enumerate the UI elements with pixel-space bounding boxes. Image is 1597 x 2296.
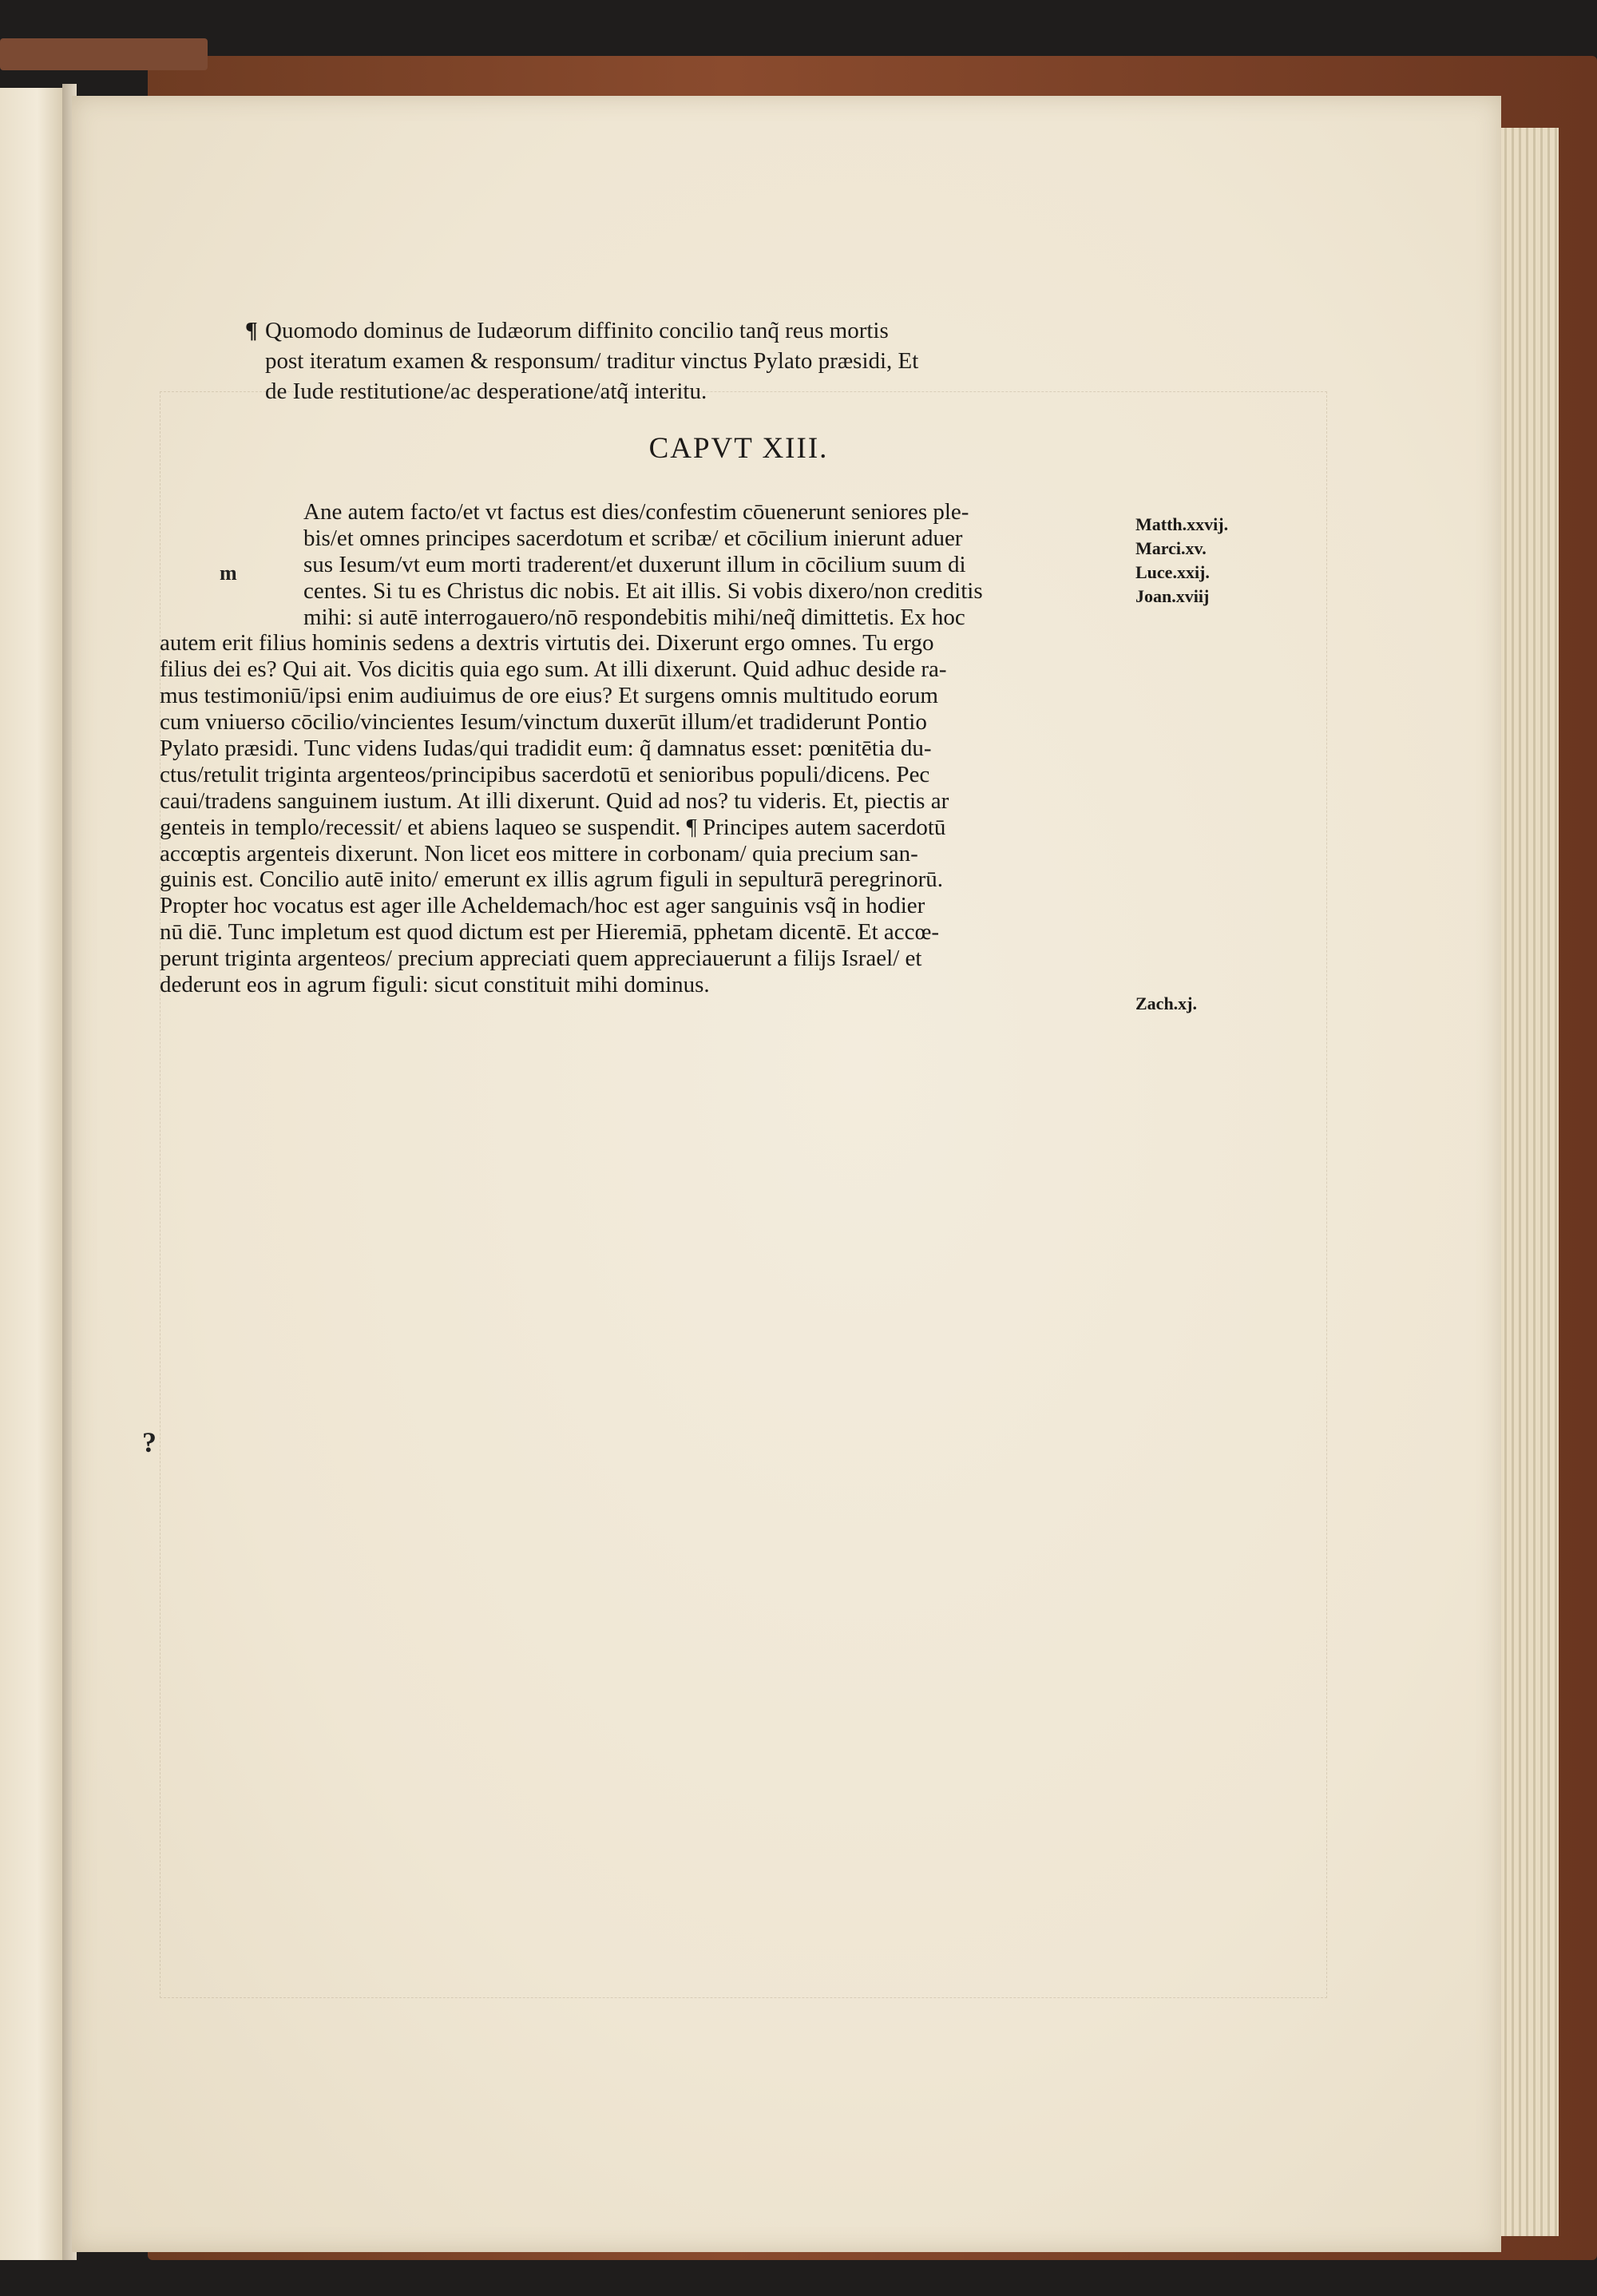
text-line: perunt triginta argenteos/ precium appreciati quem appreciauerunt a filijs Israel/ et xyxy=(160,946,922,972)
text-line: Pylato præsidi. Tunc videns Iudas/qui tradidit eum: q̃ damnatus esset: pœnitētia du- xyxy=(160,736,932,762)
text-line: mus testimoniū/ipsi enim audiuimus de ore eius? Et surgens omnis multitudo eorum xyxy=(160,683,938,709)
margin-note-zach: Zach.xj. xyxy=(1135,993,1197,1013)
text-line: Propter hoc vocatus est ager ille Acheldemach/hoc est ager sanguinis vsq̃ in hodier xyxy=(160,893,925,919)
margin-note: Matth.xxvij. xyxy=(1135,514,1229,534)
book-page xyxy=(72,96,1501,2252)
heading-line: de Iude restitutione/ac desperatione/atq̃ interitu. xyxy=(265,379,707,404)
margin-note: Joan.xviij xyxy=(1135,586,1210,606)
text-line: caui/tradens sanguinem iustum. At illi dixerunt. Quid ad nos? tu videris. Et, piectis ar xyxy=(160,787,949,814)
stray-mark: ? xyxy=(142,1426,157,1458)
chapter-title: CAPVT XIII. xyxy=(648,432,829,465)
margin-note: Marci.xv. xyxy=(1135,538,1207,558)
text-line: ctus/retulit triginta argenteos/principibus sacerdotū et senioribus populi/dicens. Pec xyxy=(160,761,930,787)
cover-top-edge xyxy=(0,38,208,70)
text-line: dederunt eos in agrum figuli: sicut constituit mihi dominus. xyxy=(160,972,710,998)
body-text xyxy=(160,499,1207,998)
text-line: filius dei es? Qui ait. Vos dicitis quia ego sum. At illi dixerunt. Quid adhuc deside ra- xyxy=(160,656,947,683)
chapter-heading xyxy=(245,315,1223,406)
margin-references xyxy=(1135,513,1295,609)
text-line: autem erit filius hominis sedens a dextris virtutis dei. Dixerunt ergo omnes. Tu ergo xyxy=(160,630,934,656)
text-line: cum vniuerso cōcilio/vincientes Iesum/vinctum duxerūt illum/et tradiderunt Pontio xyxy=(160,709,927,736)
heading-line: post iteratum examen & responsum/ traditur vinctus Pylato præsidi, Et xyxy=(265,348,919,374)
text-line: Ane autem facto/et vt factus est dies/confestim cōuenerunt seniores ple- xyxy=(303,499,969,525)
text-line: sus Iesum/vt eum morti traderent/et duxerunt illum in cōcilium suum di xyxy=(303,551,966,577)
heading-line: Quomodo dominus de Iudæorum diffinito concilio tanq̃ reus mortis xyxy=(265,318,889,343)
guide-letter: m xyxy=(220,561,237,585)
text-line: bis/et omnes principes sacerdotum et scribæ/ et cōcilium inierunt aduer xyxy=(303,525,963,551)
text-line: accœptis argenteis dixerunt. Non licet eos mittere in corbonam/ quia precium san- xyxy=(160,840,918,866)
text-line: nū diē. Tunc impletum est quod dictum est per Hieremiā, pphetam dicentē. Et accœ- xyxy=(160,919,940,946)
pilcrow-mark: ¶ xyxy=(245,318,258,343)
margin-note: Luce.xxij. xyxy=(1135,562,1210,582)
left-page-edge xyxy=(0,88,62,2260)
text-line: centes. Si tu es Christus dic nobis. Et ait illis. Si vobis dixero/non creditis xyxy=(303,577,983,604)
text-line: guinis est. Concilio autē inito/ emerunt ex illis agrum figuli in sepulturā peregrinorū. xyxy=(160,866,943,893)
text-line: genteis in templo/recessit/ et abiens laqueo se suspendit. ¶ Principes autem sacerdotū xyxy=(160,814,946,840)
text-line: mihi: si autē interrogauero/nō respondebitis mihi/neq̃ dimittetis. Ex hoc xyxy=(303,604,965,630)
